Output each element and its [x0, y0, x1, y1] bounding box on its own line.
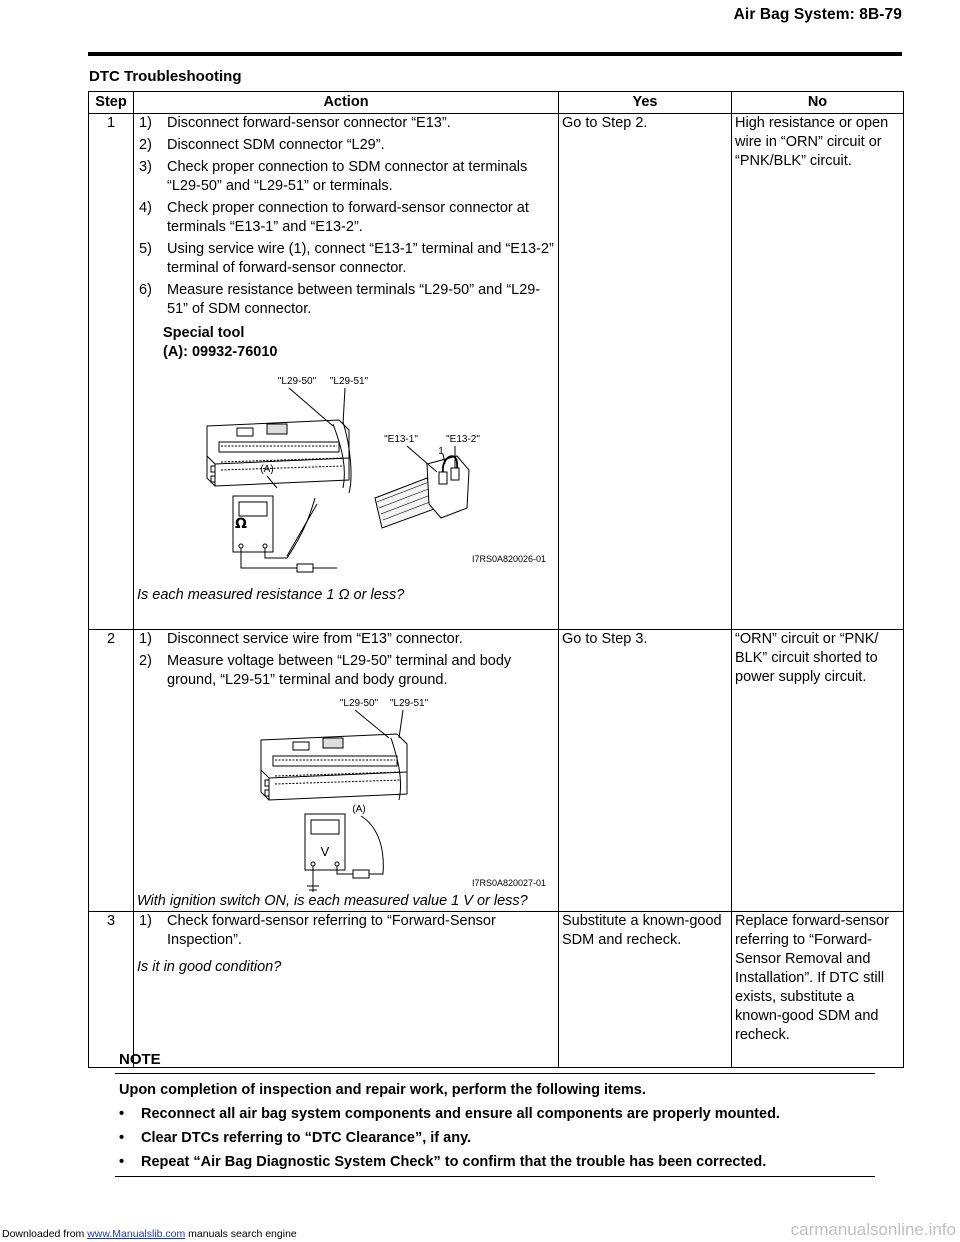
figure-caption: I7RS0A820026-01	[471, 554, 547, 564]
no-cell: Replace forward-sensor referring to “Forward-Sensor Removal and Installation”. If DTC still exists, substitute a known-good SDM and recheck.	[732, 912, 904, 1068]
action-step: 1) Check forward-sensor referring to “Forward-Sensor Inspection”.	[139, 913, 496, 948]
column-header-step: Step	[89, 92, 134, 114]
note-rule	[115, 1073, 875, 1074]
label-e13-2: "E13-2"	[446, 434, 480, 445]
special-tool-label: Special tool	[163, 325, 245, 341]
action-step: 5) Using service wire (1), connect “E13-1” terminal and “E13-2” terminal of forward-sensor connector.	[139, 241, 554, 276]
note-box	[115, 1050, 875, 1177]
watermark: carmanualsonline.info	[790, 1220, 956, 1239]
dtc-table	[88, 91, 904, 1068]
manualslib-link[interactable]: www.Manualslib.com	[87, 1228, 186, 1240]
ohm-symbol: Ω	[235, 516, 247, 532]
no-cell: High resistance or open wire in “ORN” circuit or “PNK/BLK” circuit.	[732, 114, 904, 630]
action-step: 2) Measure voltage between “L29-50” terminal and body ground, “L29-51” terminal and body ground.	[139, 653, 512, 688]
label-l29-50: "L29-50"	[339, 698, 379, 709]
connector-ohmmeter-diagram	[137, 368, 552, 586]
note-title: NOTE	[119, 1051, 161, 1068]
yes-cell: Substitute a known-good SDM and recheck.	[559, 912, 732, 1068]
step-question: Is it in good condition?	[137, 959, 282, 975]
table-row	[89, 912, 904, 1068]
action-step: 4) Check proper connection to forward-sensor connector at terminals “E13-1” and “E13-2”.	[139, 200, 529, 235]
step-question: With ignition switch ON, is each measured value 1 V or less?	[137, 893, 528, 909]
list-item: • Reconnect all air bag system components and ensure all components are properly mounted.	[119, 1106, 780, 1122]
label-l29-50: "L29-50"	[277, 376, 317, 387]
note-bullets	[115, 1104, 875, 1172]
header-rule	[88, 52, 902, 56]
label-l29-51: "L29-51"	[389, 698, 429, 709]
yes-cell: Go to Step 2.	[559, 114, 732, 630]
action-cell	[134, 114, 559, 630]
action-step: 1) Disconnect forward-sensor connector “E13”.	[139, 115, 451, 131]
label-tool-a: (A)	[260, 464, 274, 475]
action-step: 2) Disconnect SDM connector “L29”.	[139, 137, 385, 153]
list-item: • Clear DTCs referring to “DTC Clearance”, if any.	[119, 1130, 472, 1146]
label-tool-a: (A)	[352, 804, 366, 815]
voltage-figure	[137, 696, 555, 892]
column-header-no: No	[732, 92, 904, 114]
label-l29-51: "L29-51"	[329, 376, 369, 387]
step-number: 1	[89, 114, 134, 630]
footer	[2, 1228, 297, 1240]
page-header-title: Air Bag System: 8B-79	[733, 6, 902, 23]
footer-suffix: manuals search engine	[185, 1228, 297, 1240]
action-step: 1) Disconnect service wire from “E13” connector.	[139, 631, 463, 647]
action-steps	[137, 630, 555, 690]
label-service-wire-1: 1	[438, 446, 444, 457]
list-item: • Repeat “Air Bag Diagnostic System Check” to confirm that the trouble has been corrected.	[119, 1154, 767, 1170]
no-cell: “ORN” circuit or “PNK/ BLK” circuit shorted to power supply circuit.	[732, 630, 904, 912]
note-end-rule	[115, 1176, 875, 1177]
table-row	[89, 114, 904, 630]
action-step: 6) Measure resistance between terminals “L29-50” and “L29-51” of SDM connector.	[139, 282, 541, 317]
resistance-figure	[137, 368, 555, 586]
action-cell	[134, 912, 559, 1068]
label-e13-1: "E13-1"	[384, 434, 418, 445]
special-tool-value: (A): 09932-76010	[163, 344, 278, 360]
step-question: Is each measured resistance 1 Ω or less?	[137, 587, 405, 603]
column-header-yes: Yes	[559, 92, 732, 114]
connector-voltmeter-diagram	[137, 696, 552, 892]
figure-caption: I7RS0A820027-01	[471, 878, 547, 888]
note-text: Upon completion of inspection and repair work, perform the following items.	[119, 1082, 646, 1098]
section-title: DTC Troubleshooting	[89, 68, 242, 85]
table-header-row	[89, 92, 904, 114]
step-number: 2	[89, 630, 134, 912]
action-steps	[137, 114, 555, 319]
action-step: 3) Check proper connection to SDM connector at terminals “L29-50” and “L29-51” or terminals.	[139, 159, 528, 194]
step-number: 3	[89, 912, 134, 1068]
volt-symbol: V	[320, 844, 330, 859]
footer-prefix: Downloaded from	[2, 1228, 88, 1240]
column-header-action: Action	[134, 92, 559, 114]
action-cell	[134, 630, 559, 912]
table-row	[89, 630, 904, 912]
yes-cell: Go to Step 3.	[559, 630, 732, 912]
action-steps	[137, 912, 555, 950]
